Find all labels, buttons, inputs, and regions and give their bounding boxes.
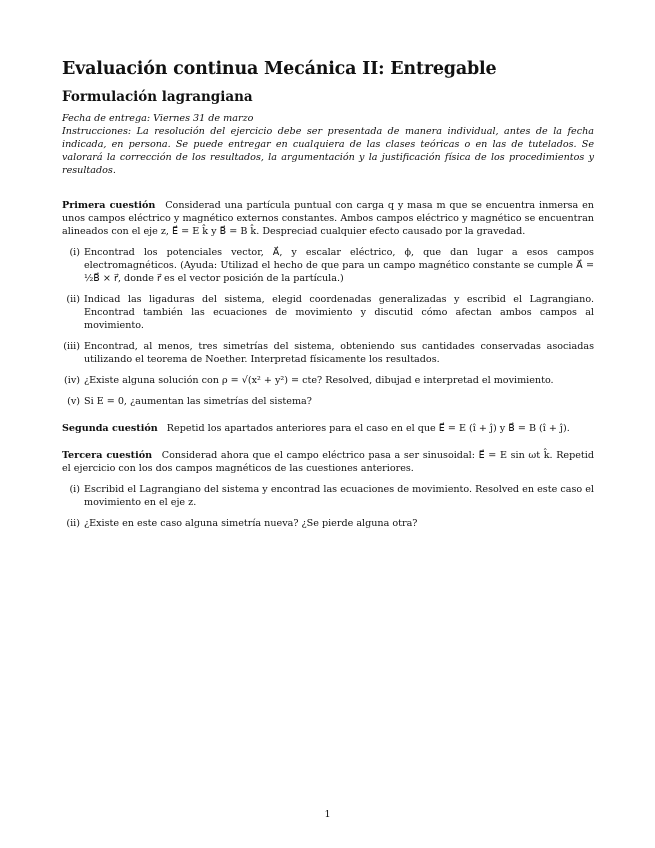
item-text: Si E = 0, ¿aumentan las simetrías del sistema? xyxy=(84,396,312,407)
item-text: ¿Existe alguna solución con ρ = √(x² + y²) = cte? Resolved, dibujad e interpretad el movimiento. xyxy=(84,375,554,386)
list-item xyxy=(62,293,594,332)
item-text: ¿Existe en este caso alguna simetría nueva? ¿Se pierde alguna otra? xyxy=(84,518,418,529)
instructions: Instrucciones: La resolución del ejercicio debe ser presentada de manera individual, antes de la fecha indicada, en persona. Se puede entregar en cualquiera de las clases teóricas o en las de tutelados. Se valorará la corrección de los resultados, la argumentación y la justificación física de los procedimientos y resultados. xyxy=(62,126,594,176)
question-1 xyxy=(62,199,594,408)
list-item xyxy=(62,340,594,366)
question-2-title: Segunda cuestión xyxy=(62,423,158,434)
question-2-text: Repetid los apartados anteriores para el caso en el que E⃗ = E (î + ĵ) y B⃗ = B (î + ĵ). xyxy=(166,423,570,434)
question-1-title: Primera cuestión xyxy=(62,200,156,211)
question-1-items xyxy=(62,246,594,408)
page-number: 1 xyxy=(324,809,331,820)
item-label: (iii) xyxy=(63,341,80,352)
item-text: Indicad las ligaduras del sistema, elegid coordenadas generalizadas y escribid el Lagrangiano. Encontrad también las ecuaciones de movimiento y discutid cómo afectan ambos campos al movimiento. xyxy=(84,294,594,331)
list-item xyxy=(62,517,594,530)
item-label: (i) xyxy=(69,484,80,495)
item-label: (v) xyxy=(67,396,80,407)
question-2 xyxy=(62,422,594,435)
item-text: Encontrad, al menos, tres simetrías del sistema, obteniendo sus cantidades conservadas asociadas utilizando el teorema de Noether. Interpretad físicamente los resultados. xyxy=(84,341,594,365)
section-title: Formulación lagrangiana xyxy=(62,89,253,105)
list-item xyxy=(62,395,594,408)
list-item xyxy=(62,374,594,387)
item-label: (iv) xyxy=(64,375,80,386)
item-label: (i) xyxy=(69,247,80,258)
question-3-items xyxy=(62,483,594,530)
item-text: Encontrad los potenciales vector, A⃗, y escalar eléctrico, ϕ, que dan lugar a esos campos electromagnéticos. (Ayuda: Utilizad el hecho de que para un campo magnético constante se cumple A⃗ = ½B⃗ × r⃗, donde r⃗ es el vector posición de la partícula.) xyxy=(84,247,594,284)
due-date: Fecha de entrega: Viernes 31 de marzo xyxy=(62,113,254,124)
question-3-text: Considerad ahora que el campo eléctrico pasa a ser sinusoidal: E⃗ = E sin ωt k̂. Repetid el ejercicio con los dos campos magnéticos de las cuestiones anteriores. xyxy=(62,450,594,474)
list-item xyxy=(62,246,594,285)
page-title: Evaluación continua Mecánica II: Entregable xyxy=(62,59,497,79)
question-1-text: Considerad una partícula puntual con carga q y masa m que se encuentra inmersa en unos campos eléctrico y magnético externos constantes. Ambos campos eléctrico y magnético se encuentran alineados con el eje z, E⃗ = E k̂ y B⃗ = B k̂. Despreciad cualquier efecto causado por la gravedad. xyxy=(62,200,594,237)
document-page xyxy=(62,58,594,538)
list-item xyxy=(62,483,594,509)
item-label: (ii) xyxy=(66,518,80,529)
question-3-title: Tercera cuestión xyxy=(62,450,153,461)
question-3 xyxy=(62,449,594,530)
item-text: Escribid el Lagrangiano del sistema y encontrad las ecuaciones de movimiento. Resolved en este caso el movimiento en el eje z. xyxy=(84,484,594,508)
item-label: (ii) xyxy=(66,294,80,305)
